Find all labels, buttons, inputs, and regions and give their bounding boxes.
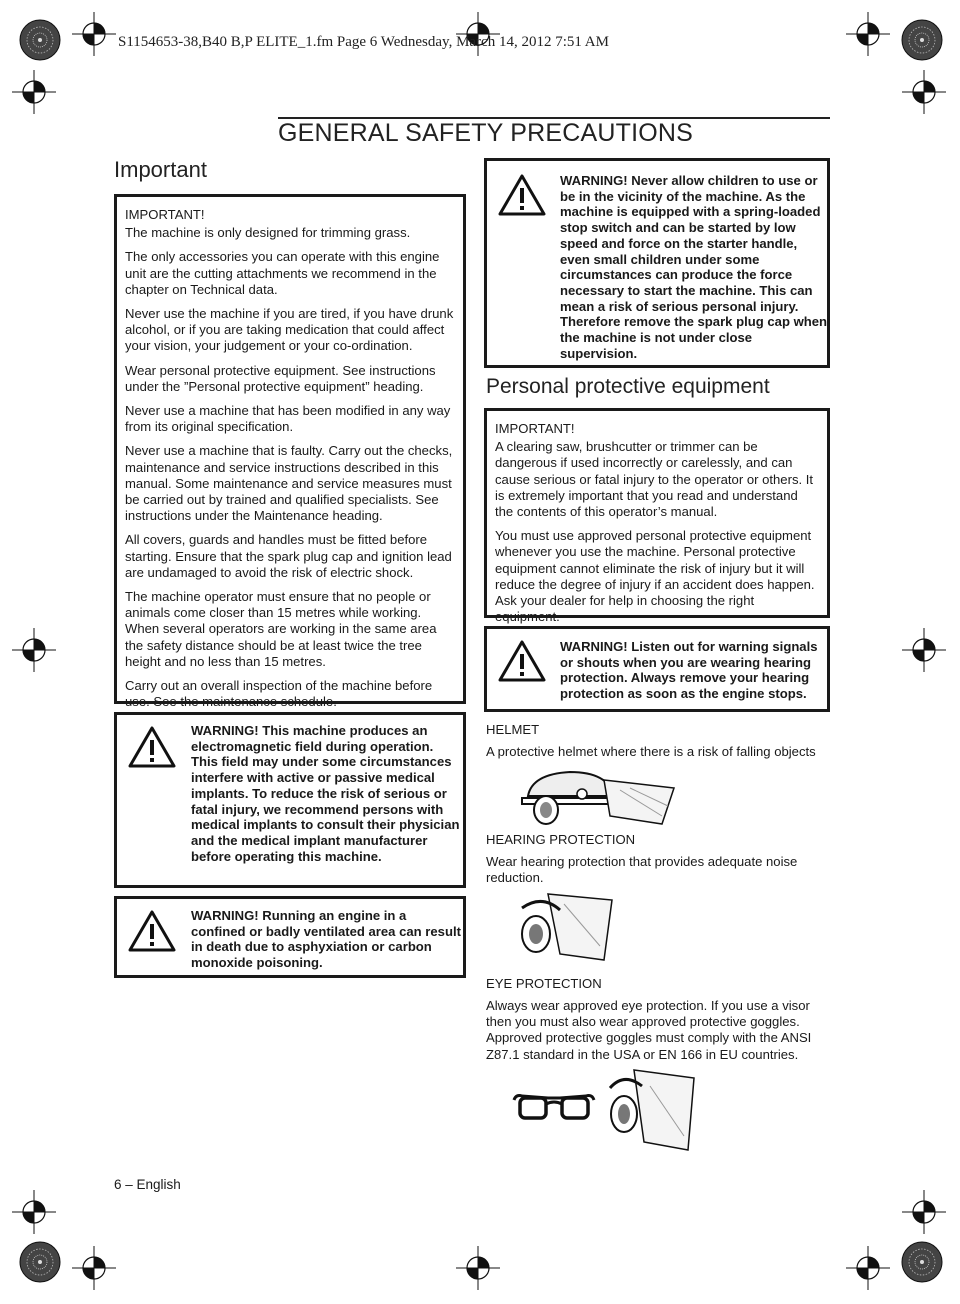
goggles-icon xyxy=(512,1090,596,1126)
eye-title: EYE PROTECTION xyxy=(486,976,602,991)
hearing-protection-icon xyxy=(512,890,624,966)
important-box xyxy=(114,194,466,710)
page-footer: 6 – English xyxy=(114,1177,181,1192)
important-p7: All covers, guards and handles must be fitted before starting. Ensure that the spark plug cap and ignition lead are undamaged to avoid the risk of electric shock. xyxy=(125,532,452,580)
corner-star-br xyxy=(902,1242,942,1282)
ppe-heading: Personal protective equipment xyxy=(486,375,770,398)
warning-children-box xyxy=(484,158,830,368)
important-p5: Never use a machine that has been modified in any way from its original specification. xyxy=(125,403,451,435)
warning-hearing-box xyxy=(484,626,830,712)
helmet-icon xyxy=(512,766,682,828)
print-slug: S1154653-38,B40 B,P ELITE_1.fm Page 6 Wednesday, March 14, 2012 7:51 AM xyxy=(118,34,609,50)
page-title: GENERAL SAFETY PRECAUTIONS xyxy=(278,119,694,147)
visor-icon xyxy=(604,1066,700,1154)
warning-hearing-text: WARNING! Listen out for warning signals or shouts when you are wearing hearing protection. Always remove your hearing protection as soon as the engine stops. xyxy=(560,639,818,702)
helmet-text: A protective helmet where there is a risk of falling objects xyxy=(486,744,816,759)
ppe-p2: You must use approved personal protective equipment whenever you use the machine. Personal protective equipment cannot eliminate the risk of injury but it will reduce the degree of injury if an accident does happen. Ask your dealer for help in choosing the right equipment. xyxy=(495,528,815,625)
warning-emf-box xyxy=(114,712,466,888)
warning-engine-box xyxy=(114,896,466,978)
warning-triangle-icon xyxy=(127,909,177,953)
warning-engine-text: WARNING! Running an engine in a confined or badly ventilated area can result in death due to asphyxiation or carbon monoxide poisoning. xyxy=(191,908,461,971)
helmet-title: HELMET xyxy=(486,722,540,737)
important-heading: Important xyxy=(114,157,207,182)
important-p4: Wear personal protective equipment. See instructions under the ”Personal protective equipment” heading. xyxy=(125,362,436,394)
warning-triangle-icon xyxy=(497,173,547,217)
important-p8: The machine operator must ensure that no people or animals come closer than 15 metres while working. When several operators are working in the same area the safety distance should be at least twice the tree height and no less than 15 metres. xyxy=(125,589,437,669)
corner-star-tl xyxy=(20,20,60,60)
important-p9: Carry out an overall inspection of the machine before use. See the maintenance schedule. xyxy=(125,678,433,710)
hearing-text: Wear hearing protection that provides adequate noise reduction. xyxy=(486,854,798,886)
hearing-title: HEARING PROTECTION xyxy=(486,832,636,847)
important-p6: Never use a machine that is faulty. Carry out the checks, maintenance and service instructions described in this manual. Some maintenance and service measures must be carried out by trained and qualified specialists. See instructions under the Maintenance heading. xyxy=(125,443,453,524)
important-lead: IMPORTANT! xyxy=(125,207,205,222)
eye-text: Always wear approved eye protection. If you use a visor then you must also wear approved protective goggles. Approved protective goggles must comply with the ANSI Z87.1 standard in the USA or EN 166 in EU countries. xyxy=(486,998,812,1062)
warning-emf-text: WARNING! This machine produces an electromagnetic field during operation. This field may under some circumstances interfere with active or passive medical implants. To reduce the risk of serious or fatal injury, we recommend persons with medical implants to consult their physician and the medical implant manufacturer before operating this machine. xyxy=(191,723,460,864)
important-p3: Never use the machine if you are tired, if you have drunk alcohol, or if you are taking medication that could affect your vision, your judgement or your co-ordination. xyxy=(125,306,454,354)
corner-star-bl xyxy=(20,1242,60,1282)
warning-children-text: WARNING! Never allow children to use or be in the vicinity of the machine. As the machine is equipped with a spring-loaded stop switch and can be started by low speed and force on the starter handle, even small children under some circumstances can produce the force necessary to start the machine. This can mean a risk of serious personal injury. Therefore remove the spark plug cap when the machine is not under close supervision. xyxy=(560,173,828,361)
ppe-p1: A clearing saw, brushcutter or trimmer can be dangerous if used incorrectly or carelessly, and can cause serious or fatal injury to the operator or others. It is extremely important that you read and understand the contents of this operator’s manual. xyxy=(495,439,814,520)
corner-star-tr xyxy=(902,20,942,60)
warning-triangle-icon xyxy=(497,639,547,683)
ppe-lead: IMPORTANT! xyxy=(495,421,575,436)
ppe-box xyxy=(484,408,830,625)
important-p1: The machine is only designed for trimming grass. xyxy=(125,225,411,241)
important-p2: The only accessories you can operate with this engine unit are the cutting attachments we recommend in the chapter on Technical data. xyxy=(125,249,440,297)
warning-triangle-icon xyxy=(127,725,177,769)
